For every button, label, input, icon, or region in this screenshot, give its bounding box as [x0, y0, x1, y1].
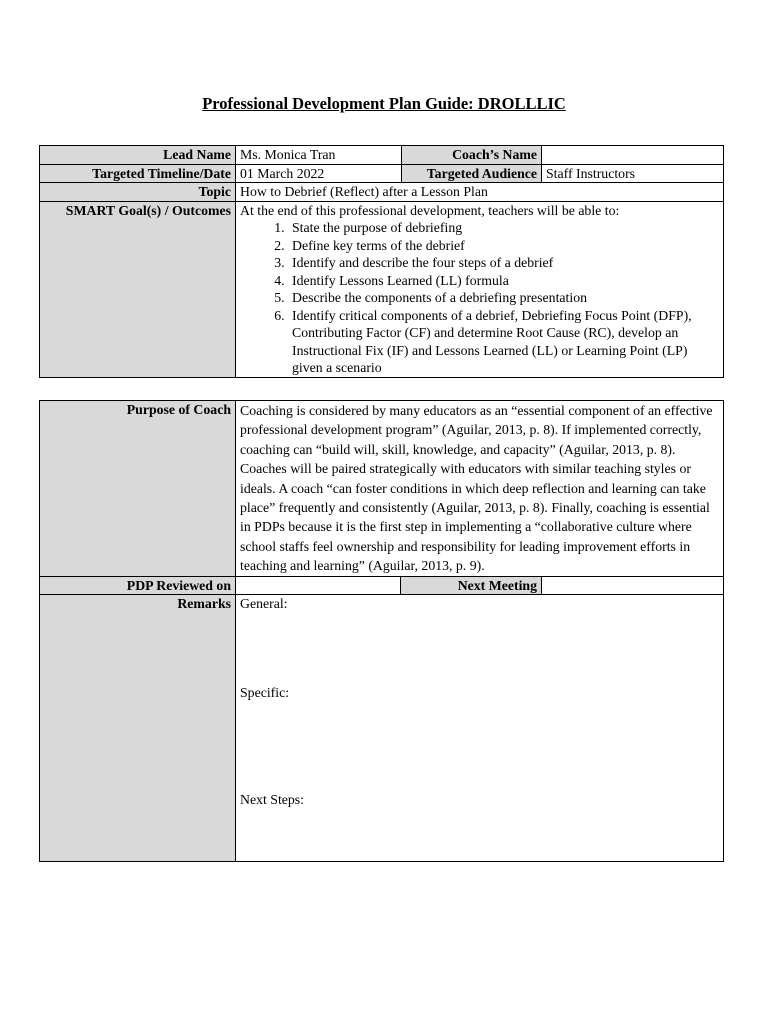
table-row — [40, 201, 724, 377]
coach-name-label: Coach’s Name — [402, 146, 542, 165]
audience-label: Targeted Audience — [402, 164, 542, 183]
coach-name-value[interactable] — [542, 146, 724, 165]
list-item: 6. Identify critical components of a debrief, Debriefing Focus Point (DFP), Contributing Factor (CF) and determine Root Cause (RC), develop an Instructional Fix (IF) and Lessons Learned (LL) or Learning Point (LP) given a scenario — [288, 307, 719, 377]
purpose-text[interactable]: Coaching is considered by many educators as an “essential component of an effective professional development program” (Aguilar, 2013, p. 8). If implemented correctly, coaching can “build will, skill, knowledge, and capacity” (Aguilar, 2013, p. 8). Coaches will be paired strategically with educators with similar teaching styles or ideals. A coach “can foster conditions in which deep reflection and learning can take place” frequently and consistently (Aguilar, 2013, p. 8). Finally, coaching is essential in PDPs because it is the first step in implementing a “collaborative culture where school staffs feel ownership and responsibility for leading improvement efforts in teaching and learning” (Aguilar, 2013, p. 9). — [236, 401, 724, 577]
lead-name-label: Lead Name — [40, 146, 236, 165]
smart-goals-label: SMART Goal(s) / Outcomes — [40, 201, 236, 377]
remarks-specific: Specific: — [240, 684, 290, 700]
topic-label: Topic — [40, 183, 236, 202]
table-row — [40, 164, 724, 183]
smart-goals-cell[interactable] — [236, 201, 724, 377]
list-item: 1. State the purpose of debriefing — [288, 219, 719, 237]
purpose-label: Purpose of Coach — [40, 401, 236, 577]
table-row — [40, 576, 724, 595]
table-row — [40, 595, 724, 862]
remarks-label: Remarks — [40, 595, 236, 862]
next-meeting-label: Next Meeting — [401, 576, 542, 595]
remarks-general: General: — [240, 596, 288, 612]
page-title: Professional Development Plan Guide: DROLLLIC — [202, 94, 566, 113]
remarks-cell[interactable] — [236, 595, 724, 862]
topic-value[interactable]: How to Debrief (Reflect) after a Lesson Plan — [236, 183, 724, 202]
timeline-label: Targeted Timeline/Date — [40, 164, 236, 183]
lead-name-value[interactable]: Ms. Monica Tran — [236, 146, 402, 165]
timeline-value[interactable]: 01 March 2022 — [236, 164, 402, 183]
list-item: 5. Describe the components of a debriefing presentation — [288, 289, 719, 307]
table-row — [40, 401, 724, 577]
list-item: 3. Identify and describe the four steps of a debrief — [288, 254, 719, 272]
plan-info-table — [39, 145, 724, 378]
table-row — [40, 183, 724, 202]
goals-list — [240, 219, 719, 377]
table-row — [40, 146, 724, 165]
pdp-reviewed-value[interactable] — [236, 576, 401, 595]
coaching-table — [39, 400, 724, 862]
next-meeting-value[interactable] — [542, 576, 724, 595]
pdp-reviewed-label: PDP Reviewed on — [40, 576, 236, 595]
list-item: 4. Identify Lessons Learned (LL) formula — [288, 272, 719, 290]
list-item: 2. Define key terms of the debrief — [288, 237, 719, 255]
remarks-next-steps: Next Steps: — [240, 792, 304, 808]
smart-goals-intro: At the end of this professional development, teachers will be able to: — [240, 202, 620, 218]
audience-value[interactable]: Staff Instructors — [542, 164, 724, 183]
